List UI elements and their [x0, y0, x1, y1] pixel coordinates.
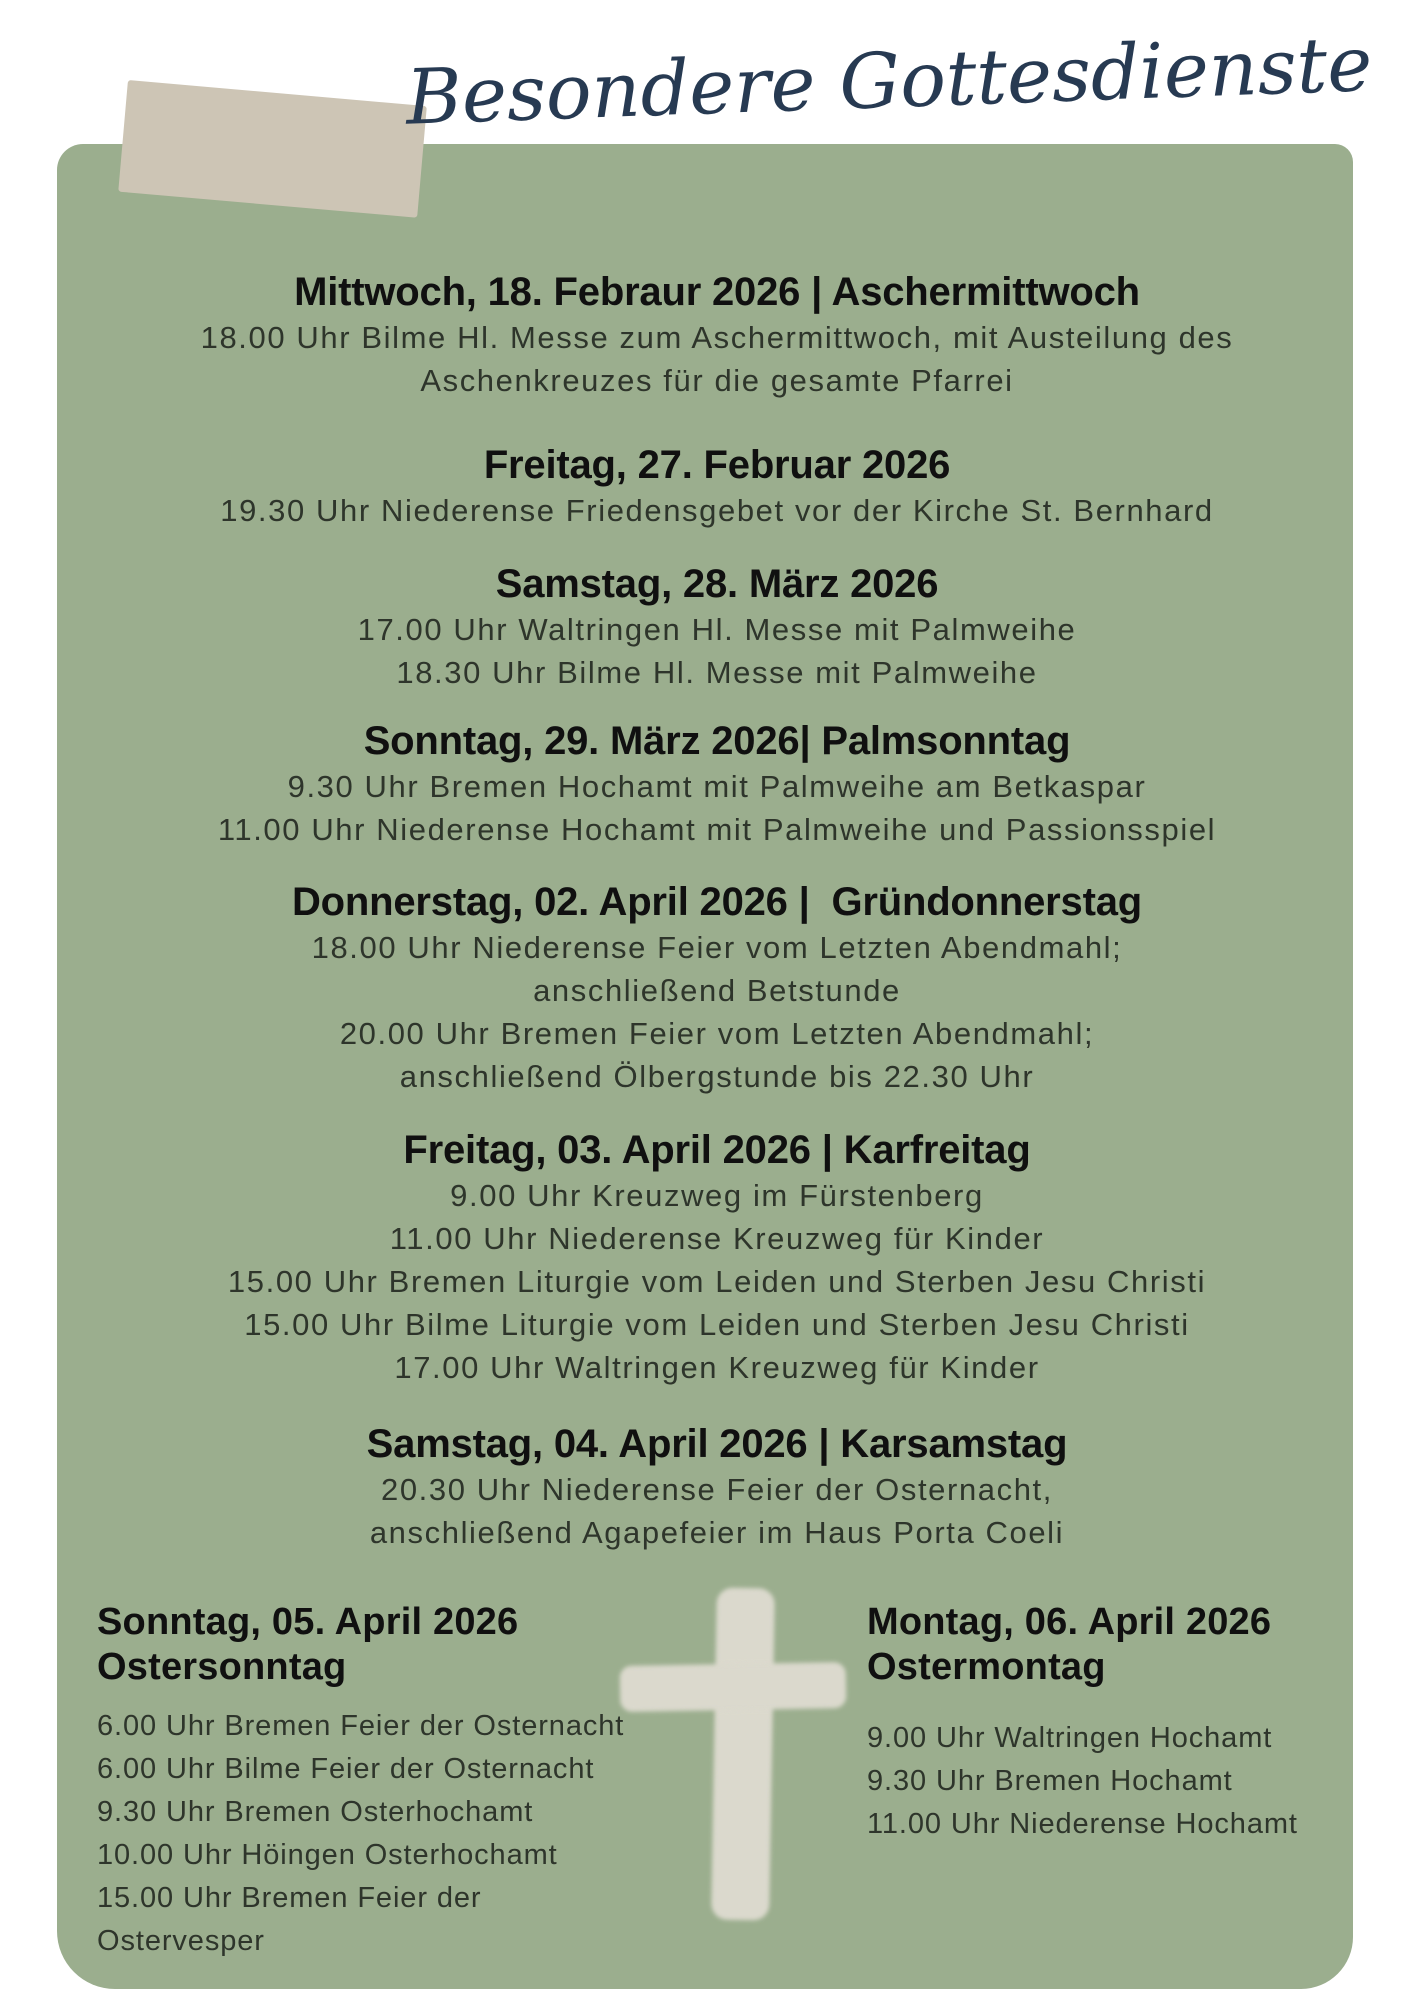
service-line: 10.00 Uhr Höingen Osterhochamt — [97, 1839, 558, 1871]
service-line: 9.00 Uhr Kreuzweg im Fürstenberg — [450, 1178, 984, 1213]
section-heading: Mittwoch, 18. Febraur 2026 | Aschermittwoch — [294, 270, 1140, 314]
section-heading: Sonntag, 29. März 2026| Palmsonntag — [363, 719, 1071, 763]
schedule-section-karsamstag — [107, 1422, 1327, 1554]
service-line: 9.30 Uhr Bremen Hochamt mit Palmweihe am Betkaspar — [287, 769, 1147, 804]
section-body — [107, 765, 1327, 851]
service-line: 11.00 Uhr Niederense Hochamt — [867, 1808, 1298, 1840]
section-body — [107, 926, 1327, 1098]
section-heading: Donnerstag, 02. April 2026 | Gründonnerstag — [292, 880, 1142, 924]
service-line: anschließend Ölbergstunde bis 22.30 Uhr — [399, 1059, 1035, 1094]
service-line: 18.30 Uhr Bilme Hl. Messe mit Palmweihe — [396, 655, 1038, 690]
section-body — [107, 316, 1327, 402]
service-line: 15.00 Uhr Bremen Liturgie vom Leiden und Sterben Jesu Christi — [227, 1264, 1207, 1299]
service-line: 20.30 Uhr Niederense Feier der Osternacht, — [380, 1472, 1053, 1507]
page-title: Besondere Gottesdienste — [404, 19, 1374, 142]
service-line: 11.00 Uhr Niederense Kreuzweg für Kinder — [389, 1221, 1045, 1256]
cross-vertical-bar — [711, 1588, 775, 1921]
section-heading: Freitag, 27. Februar 2026 — [483, 443, 951, 487]
column-body — [867, 1717, 1337, 1846]
column-ostermontag — [867, 1600, 1337, 1846]
section-heading: Samstag, 28. März 2026 — [495, 562, 939, 606]
schedule-section-karfreitag — [107, 1128, 1327, 1389]
section-heading: Freitag, 03. April 2026 | Karfreitag — [403, 1128, 1031, 1172]
service-line: anschließend Betstunde — [533, 973, 901, 1008]
service-line: 9.00 Uhr Waltringen Hochamt — [867, 1722, 1273, 1754]
section-heading: Samstag, 04. April 2026 | Karsamstag — [366, 1422, 1068, 1466]
service-line: 9.30 Uhr Bremen Hochamt — [867, 1765, 1233, 1797]
service-line: 17.00 Uhr Waltringen Kreuzweg für Kinder — [394, 1350, 1040, 1385]
service-line: 18.00 Uhr Bilme Hl. Messe zum Aschermittwoch, mit Austeilung des — [200, 320, 1234, 355]
section-body — [107, 1174, 1327, 1389]
column-body — [97, 1705, 657, 1963]
column-heading-date: Sonntag, 05. April 2026 — [97, 1601, 519, 1643]
schedule-section-palmweihe-samstag — [107, 562, 1327, 694]
service-line: 20.00 Uhr Bremen Feier vom Letzten Abendmahl; — [339, 1016, 1095, 1051]
service-line: 6.00 Uhr Bremen Feier der Osternacht — [97, 1710, 625, 1742]
section-body — [107, 1468, 1327, 1554]
section-body — [107, 489, 1327, 532]
column-heading-day: Ostermontag — [867, 1646, 1106, 1688]
schedule-section-palmsonntag — [107, 719, 1327, 851]
section-body — [107, 608, 1327, 694]
service-line: 9.30 Uhr Bremen Osterhochamt — [97, 1796, 534, 1828]
schedule-section-gruendonnerstag — [107, 880, 1327, 1098]
service-line: anschließend Agapefeier im Haus Porta Coeli — [369, 1515, 1065, 1550]
service-line: 19.30 Uhr Niederense Friedensgebet vor der Kirche St. Bernhard — [220, 493, 1214, 528]
service-line: 17.00 Uhr Waltringen Hl. Messe mit Palmweihe — [357, 612, 1077, 647]
service-line: 15.00 Uhr Bremen Feier der Ostervesper — [97, 1882, 482, 1957]
column-ostersonntag — [97, 1600, 657, 1963]
schedule-section-friedensgebet — [107, 443, 1327, 532]
service-line: 6.00 Uhr Bilme Feier der Osternacht — [97, 1753, 595, 1785]
service-line: 15.00 Uhr Bilme Liturgie vom Leiden und Sterben Jesu Christi — [244, 1307, 1190, 1342]
service-line: 18.00 Uhr Niederense Feier vom Letzten Abendmahl; — [311, 930, 1123, 965]
schedule-section-aschermittwoch — [107, 270, 1327, 402]
service-line: 11.00 Uhr Niederense Hochamt mit Palmweihe und Passionsspiel — [217, 812, 1217, 847]
column-heading-day: Ostersonntag — [97, 1646, 347, 1688]
service-line: Aschenkreuzes für die gesamte Pfarrei — [420, 363, 1014, 398]
column-heading-date: Montag, 06. April 2026 — [867, 1601, 1272, 1643]
